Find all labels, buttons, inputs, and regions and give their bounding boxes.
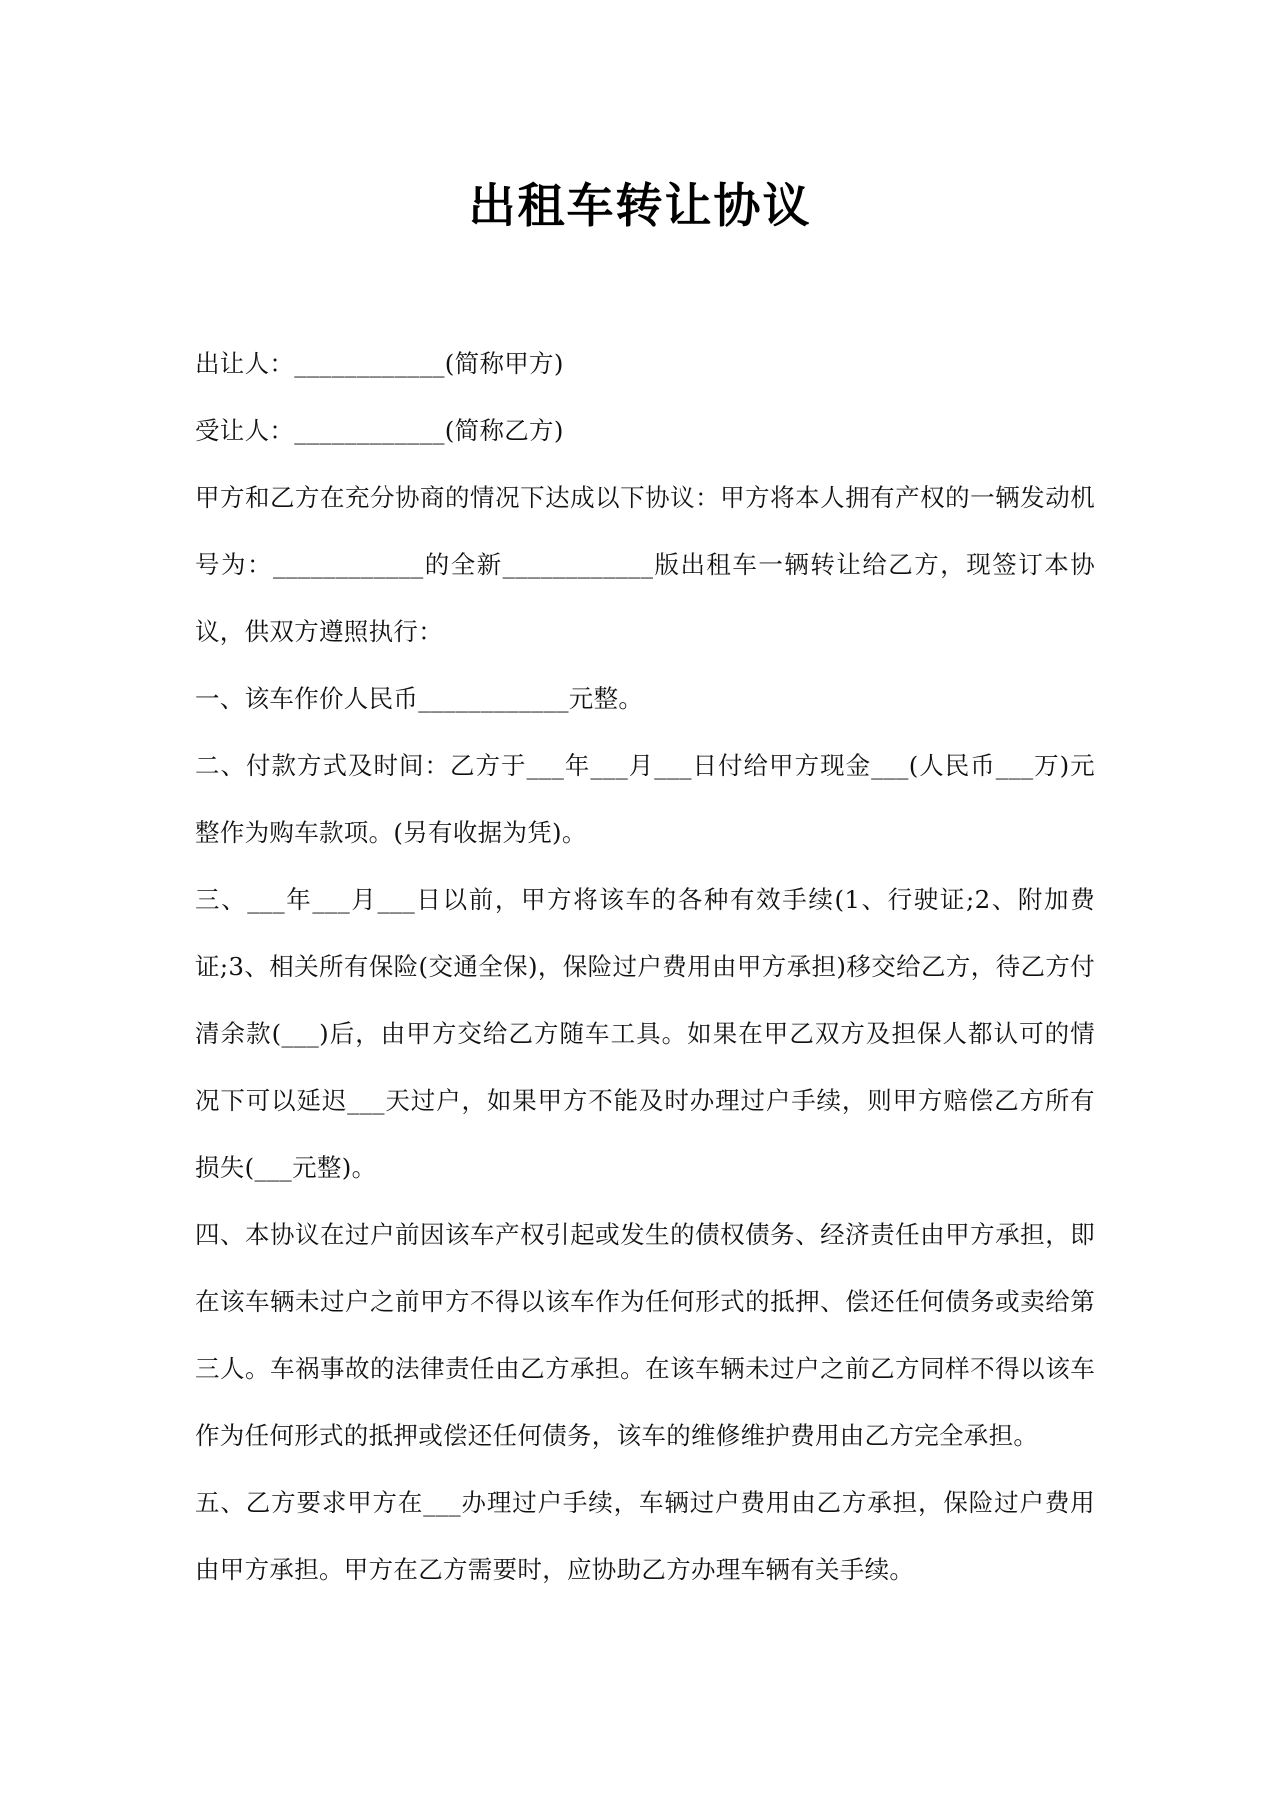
clause-1: 一、该车作价人民币____________元整。 (195, 684, 644, 713)
transferee-line: 受让人：____________(简称乙方) (195, 416, 564, 445)
clause-4: 四、本协议在过户前因该车产权引起或发生的债权债务、经济责任由甲方承担，即在该车辆未过户之前甲方不得以该车作为任何形式的抵押、偿还任何债务或卖给第三人。车祸事故的法律责任由乙方承担。在该车辆未过户之前乙方同样不得以该车作为任何形式的抵押或偿还任何债务，该车的维修维护费用由乙方完全承担。 (195, 1220, 1095, 1450)
preamble-paragraph: 甲方和乙方在充分协商的情况下达成以下协议：甲方将本人拥有产权的一辆发动机号为：____________的全新____________版出租车一辆转让给乙方，现签订本协议，供双方遵照执行： (195, 483, 1095, 646)
document-body (195, 330, 1095, 1603)
clause-3: 三、___年___月___日以前，甲方将该车的各种有效手续(1、行驶证;2、附加费证;3、相关所有保险(交通全保)，保险过户费用由甲方承担)移交给乙方，待乙方付清余款(___)后，由甲方交给乙方随车工具。如果在甲乙双方及担保人都认可的情况下可以延迟___天过户，如果甲方不能及时办理过户手续，则甲方赔偿乙方所有损失(___元整)。 (195, 885, 1095, 1182)
clause-5: 五、乙方要求甲方在___办理过户手续，车辆过户费用由乙方承担，保险过户费用由甲方承担。甲方在乙方需要时，应协助乙方办理车辆有关手续。 (195, 1488, 1095, 1584)
document-title: 出租车转让协议 (468, 179, 812, 234)
clause-2: 二、付款方式及时间：乙方于___年___月___日付给甲方现金___(人民币___万)元整作为购车款项。(另有收据为凭)。 (195, 751, 1095, 847)
transferor-line: 出让人：____________(简称甲方) (195, 349, 564, 378)
